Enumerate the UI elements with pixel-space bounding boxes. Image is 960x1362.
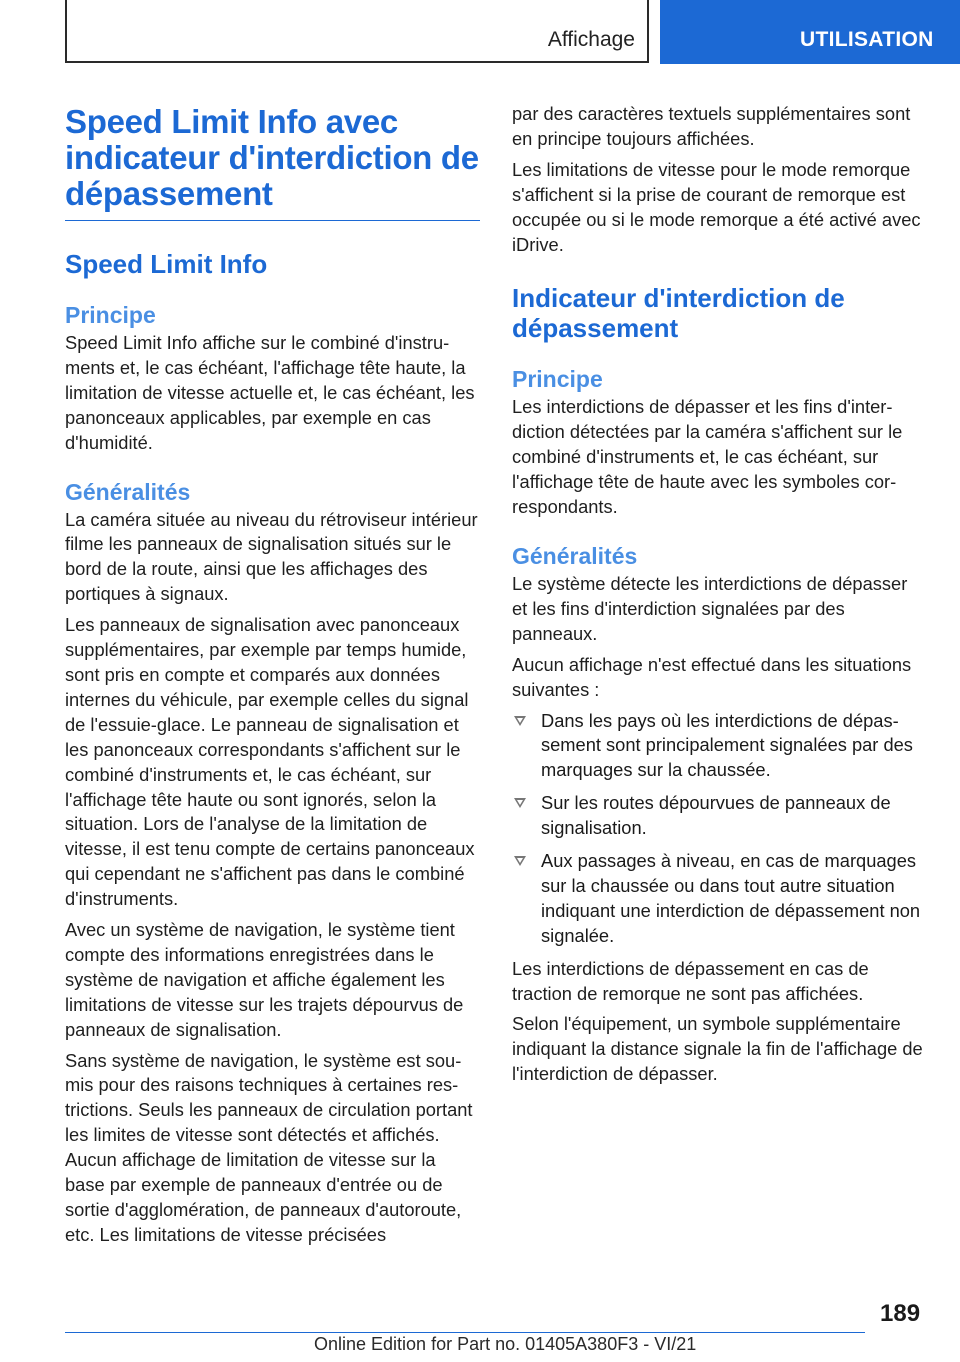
right-column [512,102,927,1087]
section-heading-speed-limit-info: Speed Limit Info [65,249,268,279]
triangle-bullet-icon [514,856,526,866]
page-title: Speed Limit Info avec indicateur d'interdiction de dépassement [65,104,480,221]
paragraph-principe-indicateur: Les interdictions de dépasser et les fins d'interdiction détectées par la caméra s'affichent sur le combiné d'instruments et, le cas échéant, sur l'affichage tête de haute avec les symboles correspondants. [512,396,903,518]
chapter-label: UTILISATION [800,28,934,51]
page-number: 189 [880,1300,921,1327]
page-header [0,0,960,66]
footer-divider [65,1332,865,1333]
paragraph-continuation: par des caractères textuels supplémentaires sont en principe toujours affichées. [512,103,911,149]
bullet-list [512,709,927,949]
paragraph-navigation: Avec un système de navigation, le système tient compte des informations enregistrées dans le système de navigation et affiche également les limitations de vitesse sur les trajets dépourvus de panneaux de signalisation. [65,919,464,1040]
triangle-bullet-icon [514,716,526,726]
subheading-generalites: Généralités [65,478,191,505]
paragraph-camera: La caméra située au niveau du rétroviseur intérieur filme les panneaux de signalisation situés sur le bord de la route, ainsi que les affichages des portiques à signaux. [65,508,478,605]
left-column [65,104,480,1248]
paragraph-symbole: Selon l'équipement, un symbole supplémentaire indiquant la distance signale la fin de l'affichage de l'interdiction de dépasser. [512,1013,923,1085]
section-tab [65,0,649,63]
paragraph-sans-navigation: Sans système de navigation, le système est soumis pour des raisons techniques à certaines restrictions. Seuls les panneaux de circulation portant les limites de vitesse sont détectés et affichés. Aucun affichage de limitation de vitesse sur la base par exemple de panneaux d'entrée ou de sortie d'agglomération, de panneaux d'autoroute, etc. Les limitations de vitesse précisées [65,1049,473,1245]
chapter-tab [660,0,960,64]
section-label: Affichage [547,28,635,51]
paragraph-detection: Le système détecte les interdictions de dépasser et les fins d'interdiction signalées par des panneaux. [512,572,908,644]
list-item: Dans les pays où les interdictions de dépassement sont principalement signalées par des marquages sur la chaussée. [512,709,927,784]
edition-text: Online Edition for Part no. 01405A380F3 - VI/21 [314,1334,697,1354]
list-item: Sur les routes dépourvues de panneaux de signalisation. [512,791,927,841]
paragraph-principe: Speed Limit Info affiche sur le combiné d'instruments et, le cas échéant, l'affichage tête haute, la limitation de vitesse actuelle et, le cas échéant, les panonceaux applicables, par exemple en cas d'humidité. [65,332,475,453]
footer-edition [314,1334,696,1355]
subheading-principe: Principe [65,302,156,328]
paragraph-traction: Les interdictions de dépassement en cas de traction de remorque ne sont pas affichées. [512,957,869,1004]
paragraph-remorque: Les limitations de vitesse pour le mode remorque s'affichent si la prise de courant de remorque est occupée ou si le mode remorque a été activé avec iDrive. [512,158,921,255]
paragraph-aucun-affichage: Aucun affichage n'est effectué dans les situations suivantes : [512,653,912,700]
subheading-generalites-indicateur: Généralités [512,542,638,569]
list-item: Aux passages à niveau, en cas de marquages sur la chaussée ou dans tout autre situation indiquant une interdiction de dépassement non signalée. [512,849,927,949]
section-heading-indicateur: Indicateur d'interdiction de dépassement [512,283,845,344]
paragraph-panneaux: Les panneaux de signalisation avec panonceaux supplémentaires, par exemple par temps humide, sont pris en compte et comparés aux données internes du véhicule, par exemple celles du signal de l'essuie-glace. Le panneau de signalisation et les panonceaux correspondants s'affichent sur le combiné d'instruments et, le cas échéant, sur l'affichage tête haute ou sont ignorés, selon la situation. Lors de l'analyse de la limitation de vitesse, il est tenu compte de certains panonceaux qui cependant ne s'affichent pas dans le combiné d'instruments. [65,614,475,910]
subheading-principe-indicateur: Principe [512,366,603,393]
triangle-bullet-icon [514,798,526,808]
